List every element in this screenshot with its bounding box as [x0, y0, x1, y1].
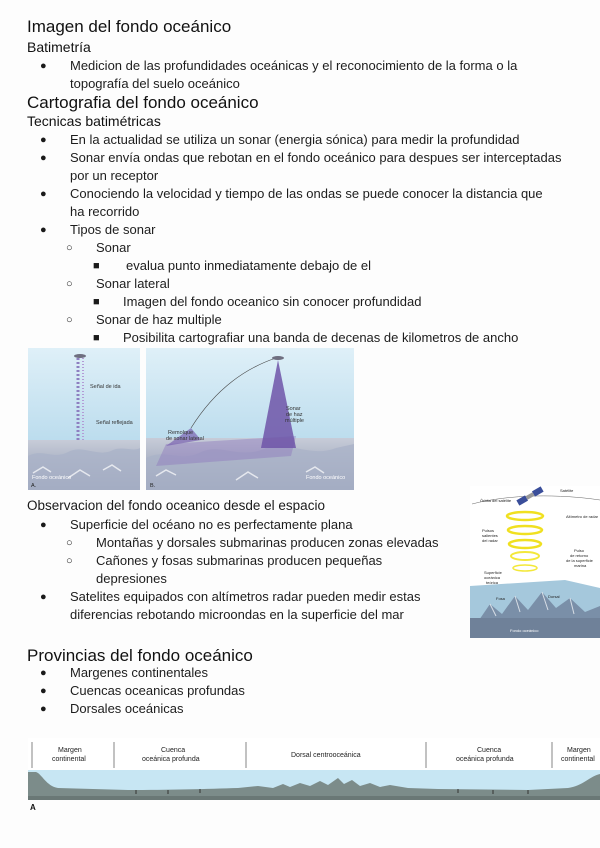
technique-item: Tipos de sonar	[70, 222, 156, 237]
bullet: ●	[40, 152, 47, 164]
provinces-title: Provincias del fondo oceánico	[27, 646, 253, 665]
bullet: ●	[40, 60, 47, 72]
haz-label-2: de haz	[286, 412, 303, 418]
bullet: ●	[40, 667, 47, 679]
sonar-detail: evalua punto inmediatamente debajo de el	[126, 258, 372, 273]
bullet: ●	[40, 134, 47, 146]
sonar-detail: Imagen del fondo oceanico sin conocer profundidad	[123, 294, 422, 309]
bullet: ■	[93, 332, 100, 344]
bullet: ■	[93, 260, 100, 272]
remolque-label-2: de sonar lateral	[166, 436, 204, 442]
sonar-type: Sonar lateral	[96, 276, 170, 291]
panel-a-label: A.	[31, 483, 37, 489]
panel-b-label: B.	[150, 483, 156, 489]
satellite-figure	[470, 486, 600, 638]
cuenca-left-1: Cuenca	[161, 747, 186, 754]
panel-a	[28, 348, 140, 490]
sonar-type: Sonar de haz multiple	[96, 312, 222, 327]
pulso-retorno-2: de retorno	[570, 553, 589, 558]
senal-ida-label: Señal de ida	[90, 384, 121, 390]
superficie-label-3: teórica	[486, 580, 499, 585]
cuenca-right-2: oceánica profunda	[456, 756, 514, 763]
province-item: Dorsales oceánicas	[70, 701, 184, 716]
bullet: ○	[66, 278, 73, 290]
bullet: ●	[40, 685, 47, 697]
haz-label-3: múltiple	[285, 418, 304, 424]
observation-item-cont: diferencias rebotando microondas en la superficie del mar	[70, 607, 404, 622]
cartography-title: Cartografia del fondo oceánico	[27, 93, 259, 112]
bullet: ○	[66, 555, 73, 567]
bullet: ●	[40, 703, 47, 715]
bathymetry-item-cont: topografía del suelo oceánico	[70, 76, 240, 91]
cuenca-left-2: oceánica profunda	[142, 756, 200, 763]
superficie-label-1: Superficie	[484, 570, 502, 575]
cuenca-right-1: Cuenca	[477, 747, 502, 754]
pulso-retorno-4: marina	[574, 563, 587, 568]
satelite-label: Satélite	[560, 488, 574, 493]
pulso-retorno-3: de la superficie	[566, 558, 593, 563]
observation-subitem: Cañones y fosas submarinas producen pequeñas	[96, 553, 383, 568]
dorsal-label: Dorsal centrooceánica	[291, 752, 361, 759]
sonar-figure	[28, 348, 354, 490]
bullet: ■	[93, 296, 100, 308]
bullet: ●	[40, 188, 47, 200]
province-item: Cuencas oceanicas profundas	[70, 683, 245, 698]
pulsos-label-3: del radar	[482, 538, 498, 543]
superficie-label-2: oceánica	[484, 575, 501, 580]
bullet: ●	[40, 224, 47, 236]
province-item: Margenes continentales	[70, 665, 209, 680]
bathymetry-heading: Batimetría	[27, 39, 91, 55]
technique-item: En la actualidad se utiliza un sonar (energia sónica) para medir la profundidad	[70, 132, 520, 147]
haz-label-1: Sonar	[286, 406, 301, 412]
pulso-retorno-1: Pulso	[574, 548, 585, 553]
bullet: ●	[40, 519, 47, 531]
fondo-label: Fondo oceánico	[510, 628, 539, 633]
margen-right-2: continental	[561, 756, 595, 763]
pulsos-label-1: Pulsos	[482, 528, 495, 533]
technique-item: Sonar envía ondas que rebotan en el fondo oceánico para despues ser interceptadas	[70, 150, 562, 165]
observation-item: Satelites equipados con altímetros radar pueden medir estas	[70, 589, 421, 604]
pulsos-label-2: salientes	[482, 533, 498, 538]
altimetro-label: Altímetro de radar	[566, 514, 599, 519]
fondo-b-label: Fondo oceánico	[306, 475, 346, 481]
bathymetry-item: Medicion de las profundidades oceánicas y el reconocimiento de la forma o la	[70, 58, 518, 73]
panel-b	[146, 348, 354, 490]
senal-reflejada-label: Señal reflejada	[96, 420, 133, 426]
ocean-profile-figure	[28, 738, 600, 816]
bullet: ●	[40, 591, 47, 603]
bullet: ○	[66, 537, 73, 549]
margen-right-1: Margen	[567, 747, 591, 754]
page-title: Imagen del fondo oceánico	[27, 17, 232, 36]
bullet: ○	[66, 314, 73, 326]
dorsal-label: Dorsal	[548, 594, 560, 599]
sonar-detail: Posibilita cartografiar una banda de decenas de kilometros de ancho	[123, 330, 519, 345]
technique-item-cont: por un receptor	[70, 168, 159, 183]
remolque-label-1: Remolque	[168, 430, 194, 436]
margen-left-1: Margen	[58, 747, 82, 754]
technique-item: Conociendo la velocidad y tiempo de las ondas se puede conocer la distancia que	[70, 186, 543, 201]
orbita-label: Órbita del satélite	[480, 498, 512, 503]
sonar-type: Sonar	[96, 240, 131, 255]
profile-label: A	[30, 803, 36, 812]
observation-subitem: Montañas y dorsales submarinas producen zonas elevadas	[96, 535, 439, 550]
observation-subitem-cont: depresiones	[96, 571, 167, 586]
techniques-heading: Tecnicas batimétricas	[27, 113, 161, 129]
technique-item-cont: ha recorrido	[70, 204, 140, 219]
observation-item: Superficie del océano no es perfectamente plana	[70, 517, 353, 532]
bullet: ○	[66, 242, 73, 254]
fondo-a-label: Fondo oceánico	[32, 475, 72, 481]
margen-left-2: continental	[52, 756, 86, 763]
fosa-label: Fosa	[496, 596, 505, 601]
observation-heading: Observacion del fondo oceanico desde el espacio	[27, 498, 325, 513]
